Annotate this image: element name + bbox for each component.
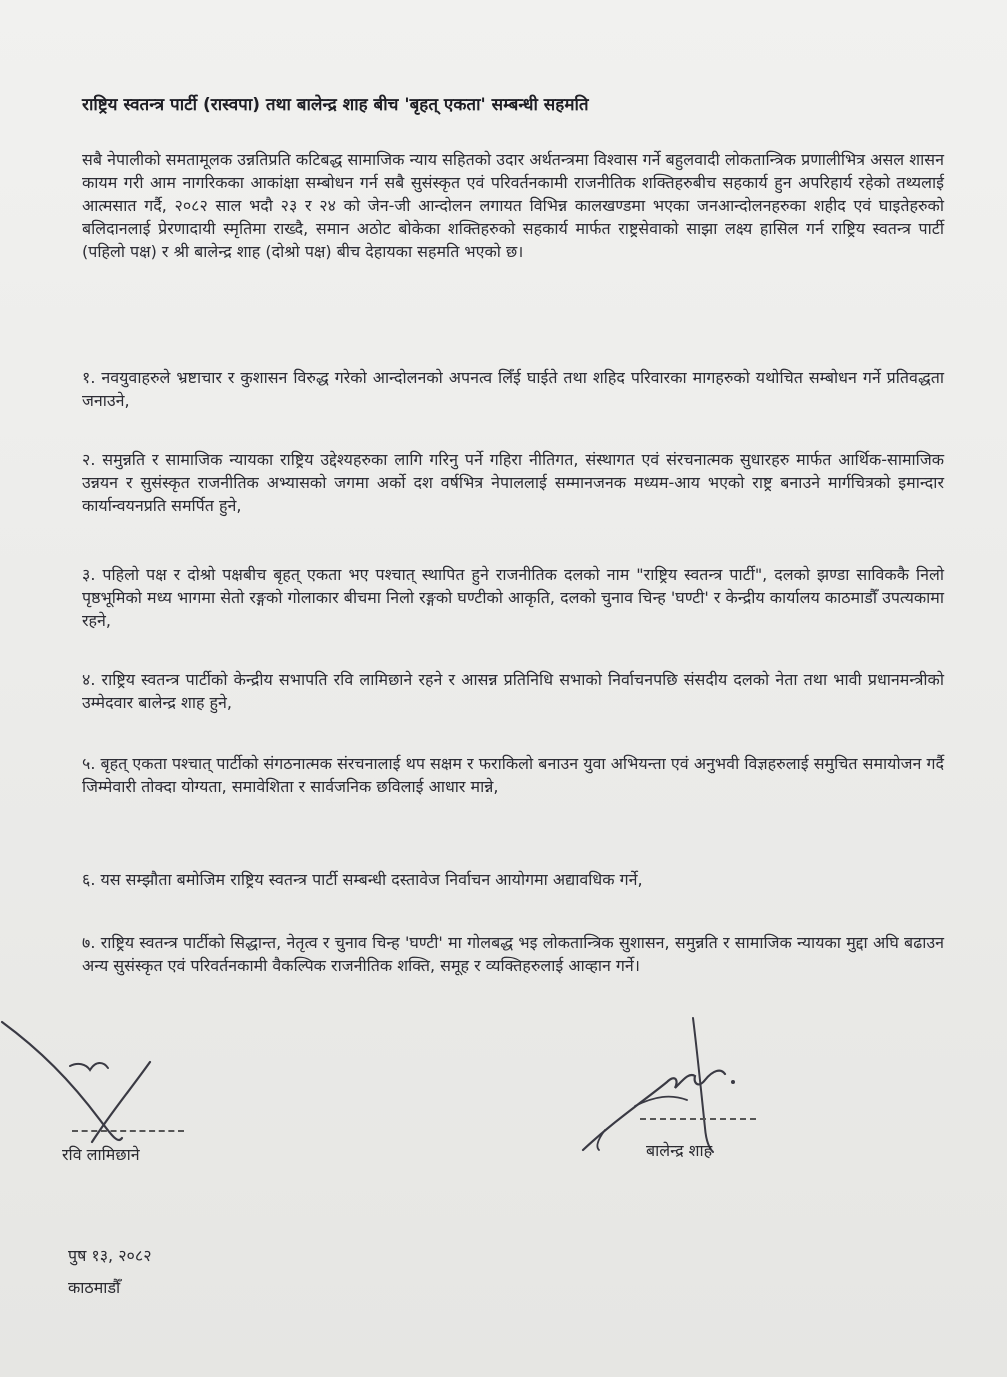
right-signature [575,1010,775,1160]
document-date: पुष १३, २०८२ [68,1246,152,1265]
point-2: २. समुन्नति र सामाजिक न्यायका राष्ट्रिय उद्देश्यहरुका लागि गरिनु पर्ने गहिरा नीतिगत, संस्थागत एवं संरचनात्मक सुधारहरु मार्फत आर्थिक-सामाजिक उन्नयन र सुसंस्कृत राजनीतिक अभ्यासको जगमा अर्को दश वर्षभित्र नेपाललाई सम्मानजनक मध्यम-आय भएको राष्ट्र बनाउने मार्गचित्रको इमान्दार कार्यान्वयनप्रति समर्पित हुने, [82,450,944,515]
left-signature [0,1010,200,1150]
document-place: काठमाडौँ [68,1278,121,1297]
point-1: १. नवयुवाहरुले भ्रष्टाचार र कुशासन विरुद्ध गरेको आन्दोलनको अपनत्व लिँई घाईते तथा शहिद परिवारका मागहरुको यथोचित सम्बोधन गर्ने प्रतिवद्धता जनाउने, [82,368,944,410]
date-place-block [68,1240,152,1304]
point-7: ७. राष्ट्रिय स्वतन्त्र पार्टीको सिद्धान्त, नेतृत्व र चुनाव चिन्ह 'घण्टी' मा गोलबद्ध भइ लोकतान्त्रिक सुशासन, समुन्नति र सामाजिक न्यायका मुद्दा अघि बढाउन अन्य सुसंस्कृत एवं परिवर्तनकामी वैकल्पिक राजनीतिक शक्ति, समूह र व्यक्तिहरुलाई आव्हान गर्ने। [82,933,944,975]
point-4: ४. राष्ट्रिय स्वतन्त्र पार्टीको केन्द्रीय सभापति रवि लामिछाने रहने र आसन्न प्रतिनिधि सभाको निर्वाचनपछि संसदीय दलको नेता तथा भावी प्रधानमन्त्रीको उम्मेदवार बालेन्द्र शाह हुने, [82,670,944,712]
left-signature-line [72,1130,184,1132]
document-title: राष्ट्रिय स्वतन्त्र पार्टी (रास्वपा) तथा बालेन्द्र शाह बीच 'बृहत् एकता' सम्बन्धी सहमति [82,95,589,115]
left-signatory-name: रवि लामिछाने [62,1145,140,1164]
point-5: ५. बृहत् एकता पश्चात् पार्टीको संगठनात्मक संरचनालाई थप सक्षम र फराकिलो बनाउन युवा अभियन्ता एवं अनुभवी विज्ञहरुलाई समुचित समायोजन गर्दै जिम्मेवारी तोक्दा योग्यता, समावेशिता र सार्वजनिक छविलाई आधार मान्ने, [82,754,944,796]
point-3: ३. पहिलो पक्ष र दोश्रो पक्षबीच बृहत् एकता भए पश्चात् स्थापित हुने राजनीतिक दलको नाम "राष्ट्रिय स्वतन्त्र पार्टी", दलको झण्डा साविककै निलो पृष्ठभूमिको मध्य भागमा सेतो रङ्गको गोलाकार बीचमा निलो रङ्गको घण्टीको आकृति, दलको चुनाव चिन्ह 'घण्टी' र केन्द्रीय कार्यालय काठमाडौँ उपत्यकामा रहने, [82,565,944,630]
point-6: ६. यस सम्झौता बमोजिम राष्ट्रिय स्वतन्त्र पार्टी सम्बन्धी दस्तावेज निर्वाचन आयोगमा अद्यावधिक गर्ने, [82,870,643,889]
right-signatory-name: बालेन्द्र शाह [646,1141,713,1160]
intro-paragraph: सबै नेपालीको समतामूलक उन्नतिप्रति कटिबद्ध सामाजिक न्याय सहितको उदार अर्थतन्त्रमा विश्वास गर्ने बहुलवादी लोकतान्त्रिक प्रणालीभित्र असल शासन कायम गरी आम नागरिकका आकांक्षा सम्बोधन गर्न सबै सुसंस्कृत एवं परिवर्तनकामी राजनीतिक शक्तिहरुबीच सहकार्य हुन अपरिहार्य रहेको तथ्यलाई आत्मसात गर्दै, २०८२ साल भदौ २३ र २४ को जेन-जी आन्दोलन लगायत विभिन्न कालखण्डमा भएका जनआन्दोलनहरुका शहीद एवं घाइतेहरुको बलिदानलाई प्रेरणादायी स्मृतिमा राख्दै, समान अठोट बोकेका शक्तिहरुको सहकार्य मार्फत राष्ट्रसेवाको साझा लक्ष्य हासिल गर्न राष्ट्रिय स्वतन्त्र पार्टी (पहिलो पक्ष) र श्री बालेन्द्र शाह (दोश्रो पक्ष) बीच देहायका सहमति भएको छ। [82,150,944,261]
right-signature-line [640,1118,756,1120]
